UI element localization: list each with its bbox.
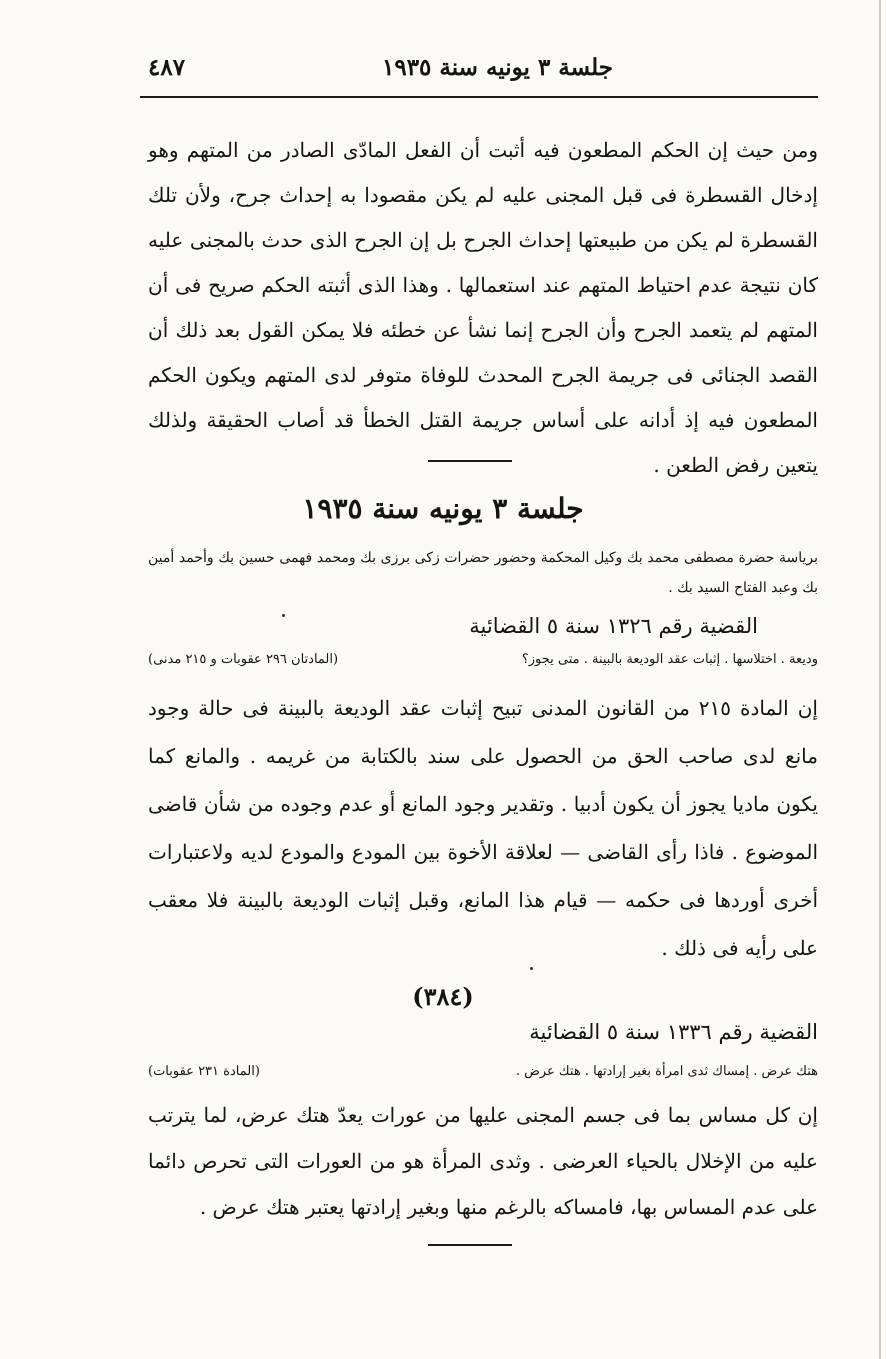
print-speck [282, 614, 285, 617]
separator-rule [428, 460, 512, 462]
session-title: جلسة ٣ يونيه سنة ١٩٣٥ [302, 492, 584, 525]
case1-title: القضية رقم ١٣٢٦ سنة ٥ القضائية [469, 614, 758, 638]
case2-keywords-row [148, 1064, 818, 1079]
case1-keywords-row [148, 652, 818, 667]
case2-title: القضية رقم ١٣٣٦ سنة ٥ القضائية [529, 1020, 818, 1044]
case1-body: إن المادة ٢١٥ من القانون المدنى تبيح إثبات عقد الوديعة بالبينة فى حالة وجود مانع لدى صاحب الحق من الحصول على سند بالكتابة من غريمه . والمانع كما يكون ماديا يجوز أن يكون أدبيا . وتقدير وجود المانع أو عدم وجوده من شأن قاضى الموضوع . فاذا رأى القاضى — لعلاقة الأخوة بين المودع والمودع لديه ولاعتبارات أخرى أوردها فى حكمه — قيام هذا المانع، وقبل إثبات الوديعة بالبينة فلا معقب على رأيه فى ذلك . [148, 696, 818, 960]
page-edge-line [879, 0, 881, 1359]
case1-keywords: وديعة . اختلاسها . إثبات عقد الوديعة بالبينة . متى يجوز؟ [521, 652, 818, 667]
case1-articles: (المادتان ٢٩٦ عقوبات و ٢١٥ مدنى) [148, 652, 339, 667]
case2-keywords: هتك عرض . إمساك ثدى امرأة بغير إرادتها . هتك عرض . [515, 1064, 818, 1079]
separator-rule [428, 1244, 512, 1246]
header-title: جلسة ٣ يونيه سنة ١٩٣٥ [381, 54, 613, 81]
page-number: ٤٨٧ [148, 54, 186, 81]
running-header [140, 44, 818, 98]
case2-body: إن كل مساس بما فى جسم المجنى عليها من عورات يعدّ هتك عرض، لما يترتب عليه من الإخلال بالحياء العرضى . وثدى المرأة هو من العورات التى تحرص دائما على عدم المساس بها، فامساكه بالرغم منها وبغير إرادتها يعتبر هتك عرض . [148, 1103, 818, 1219]
intro-paragraph: ومن حيث إن الحكم المطعون فيه أثبت أن الفعل المادّى الصادر من المتهم وهو إدخال القسطرة فى قبل المجنى عليه لم يكن مقصودا به إحداث جرح، ولأن تلك القسطرة لم يكن من طبيعتها إحداث الجرح بل إن الجرح الذى حدث بالمجنى عليه كان نتيجة عدم احتياط المتهم عند استعمالها . وهذا الذى أثبته الحكم صريح فى أن المتهم لم يتعمد الجرح وأن الجرح إنما نشأ عن خطئه فلا يمكن القول بعد ذلك أن القصد الجنائى فى جريمة الجرح المحدث للوفاة متوفر لدى المتهم ويكون الحكم المطعون فيه إذ أدانه على أساس جريمة القتل الخطأ قد أصاب الحقيقة ولذلك يتعين رفض الطعن . [148, 138, 818, 477]
presidency-line: برياسة حضرة مصطفى محمد بك وكيل المحكمة وحضور حضرات زكى برزى بك ومحمد فهمى حسين بك وأحمد أمين بك وعبد الفتاح السيد بك . [148, 550, 818, 596]
case2-articles: (المادة ٢٣١ عقوبات) [148, 1064, 260, 1079]
print-speck [530, 967, 533, 970]
case2-number: (٣٨٤) [412, 982, 474, 1011]
